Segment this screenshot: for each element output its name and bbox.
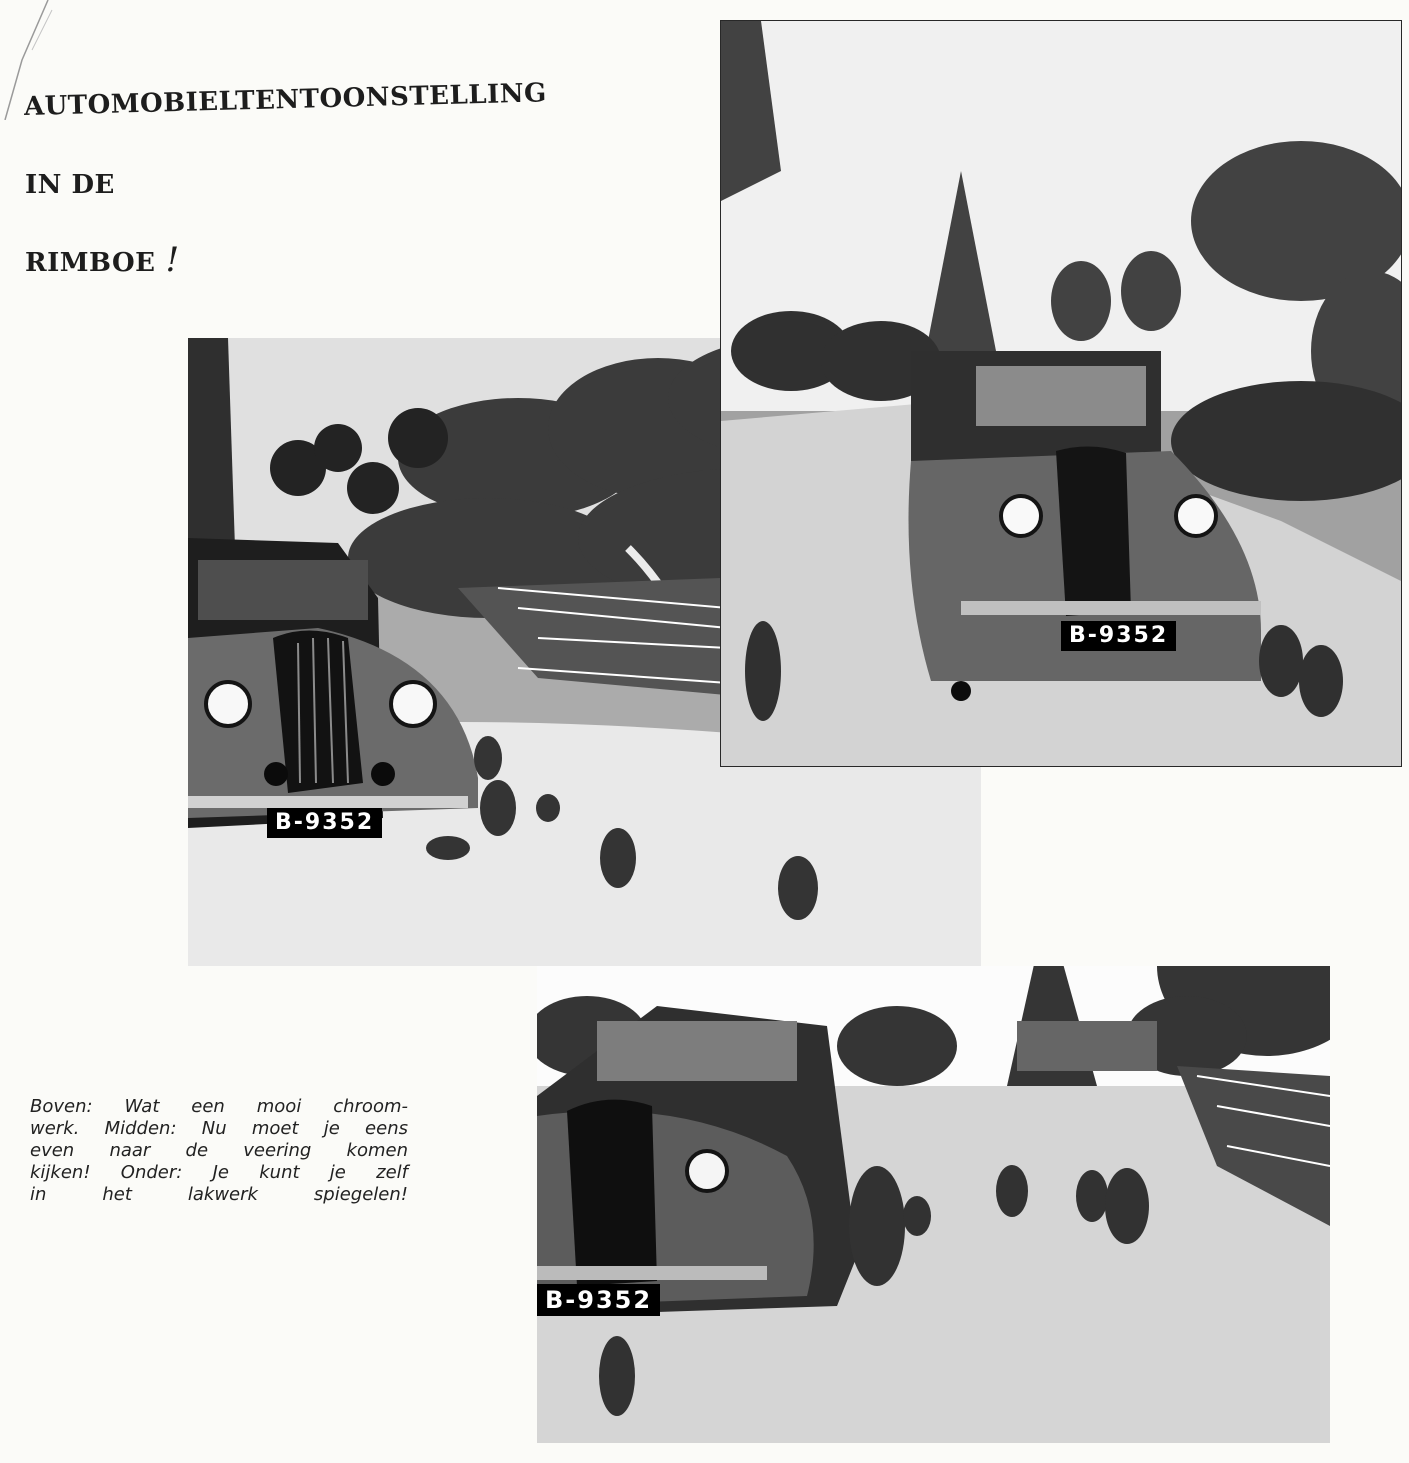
caption-line: in het lakwerk spiegelen! (30, 1184, 408, 1205)
license-plate-top: B-9352 (1061, 621, 1176, 651)
caption-line: even naar de veering komen (30, 1140, 408, 1161)
photo-bottom (537, 966, 1330, 1443)
photo-top (721, 21, 1401, 766)
headline-line-2: IN DE (25, 170, 115, 200)
caption-line: Boven: Wat een mooi chroom- (30, 1096, 408, 1117)
headline-line-3-text: RIMBOE (25, 248, 156, 278)
headline-line-1: AUTOMOBIELTENTOONSTELLING (23, 78, 548, 122)
license-plate-bottom: B-9352 (537, 1284, 660, 1316)
photo-bottom-image (537, 966, 1330, 1443)
caption-line: kijken! Onder: Je kunt je zelf (30, 1162, 408, 1183)
photo-top-image (721, 21, 1401, 766)
headline-exclamation: ! (165, 240, 180, 280)
license-plate-middle: B-9352 (267, 808, 382, 838)
caption-line: werk. Midden: Nu moet je eens (30, 1118, 408, 1139)
headline-line-3 (25, 240, 180, 280)
photo-caption (30, 1096, 408, 1206)
